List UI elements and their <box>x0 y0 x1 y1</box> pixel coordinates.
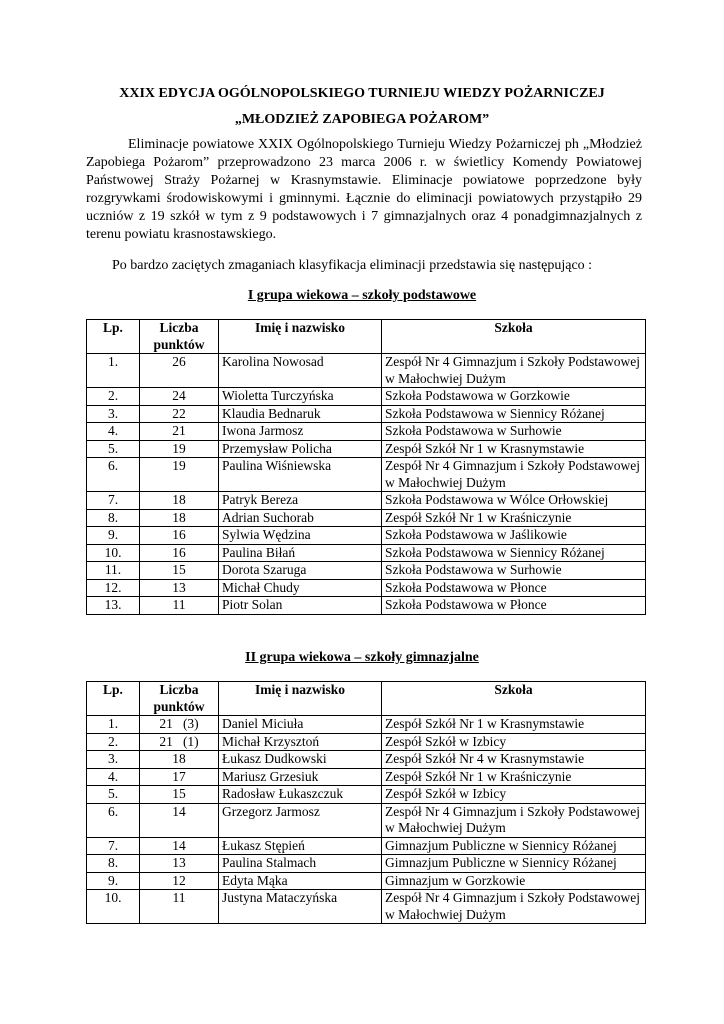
cell-school: Gimnazjum w Gorzkowie <box>382 872 646 890</box>
column-header: Liczba punktów <box>140 320 219 354</box>
table-row <box>87 492 646 510</box>
table-row <box>87 751 646 769</box>
cell-points: 16 <box>140 544 219 562</box>
cell-name: Łukasz Dudkowski <box>219 751 382 769</box>
cell-school: Szkoła Podstawowa w Surhowie <box>382 562 646 580</box>
cell-points: 19 <box>140 440 219 458</box>
table-row <box>87 579 646 597</box>
cell-rank: 13. <box>87 597 140 615</box>
cell-points: 18 <box>140 751 219 769</box>
cell-name: Adrian Suchorab <box>219 509 382 527</box>
table-row <box>87 544 646 562</box>
cell-points: 18 <box>140 492 219 510</box>
cell-rank: 8. <box>87 855 140 873</box>
cell-rank: 12. <box>87 579 140 597</box>
cell-points: 21 (1) <box>140 733 219 751</box>
cell-rank: 4. <box>87 768 140 786</box>
cell-rank: 3. <box>87 405 140 423</box>
cell-school: Szkoła Podstawowa w Płonce <box>382 579 646 597</box>
table-row <box>87 440 646 458</box>
cell-name: Karolina Nowosad <box>219 354 382 388</box>
cell-name: Przemysław Policha <box>219 440 382 458</box>
column-header: Imię i nazwisko <box>219 320 382 354</box>
cell-school: Zespół Nr 4 Gimnazjum i Szkoły Podstawowej w Małochwiej Dużym <box>382 803 646 837</box>
cell-rank: 3. <box>87 751 140 769</box>
cell-name: Dorota Szaruga <box>219 562 382 580</box>
cell-rank: 6. <box>87 803 140 837</box>
group1-table <box>86 319 646 615</box>
cell-rank: 1. <box>87 716 140 734</box>
cell-school: Szkoła Podstawowa w Siennicy Różanej <box>382 405 646 423</box>
cell-rank: 5. <box>87 440 140 458</box>
group2-table <box>86 681 646 924</box>
table-row <box>87 768 646 786</box>
cell-rank: 4. <box>87 423 140 441</box>
cell-school: Szkoła Podstawowa w Wólce Orłowskiej <box>382 492 646 510</box>
cell-points: 14 <box>140 837 219 855</box>
column-header: Lp. <box>87 320 140 354</box>
cell-school: Szkoła Podstawowa w Płonce <box>382 597 646 615</box>
cell-rank: 6. <box>87 458 140 492</box>
cell-rank: 8. <box>87 509 140 527</box>
cell-name: Piotr Solan <box>219 597 382 615</box>
cell-school: Szkoła Podstawowa w Surhowie <box>382 423 646 441</box>
cell-school: Zespół Szkół w Izbicy <box>382 733 646 751</box>
cell-points: 16 <box>140 527 219 545</box>
document-subtitle: „MŁODZIEŻ ZAPOBIEGA POŻAROM” <box>234 112 490 127</box>
column-header: Lp. <box>87 682 140 716</box>
cell-name: Justyna Mataczyńska <box>219 890 382 924</box>
table-row <box>87 509 646 527</box>
document-title: XXIX EDYCJA OGÓLNOPOLSKIEGO TURNIEJU WIEDZY POŻARNICZEJ <box>119 86 605 101</box>
table-row <box>87 855 646 873</box>
intro-text: Eliminacje powiatowe XXIX Ogólnopolskiego Turnieju Wiedzy Pożarniczej ph „Młodzież Zapobiega Pożarom” przeprowadzono 23 marca 2006 r. w świetlicy Komendy Powiatowej Państwowej Straży Pożarnej w Krasnymstawie. Eliminacje powiatowe poprzedzone były rozgrywkami środowiskowymi i gminnymi. Łącznie do eliminacji powiatowych przystąpiło 29 uczniów z 19 szkół w tym z 9 podstawowych i 7 gimnazjalnych oraz 4 ponadgimnazjalnych z terenu powiatu krasnostawskiego. <box>86 137 642 242</box>
cell-name: Edyta Mąka <box>219 872 382 890</box>
cell-points: 17 <box>140 768 219 786</box>
cell-school: Gimnazjum Publiczne w Siennicy Różanej <box>382 855 646 873</box>
cell-school: Zespół Szkół Nr 1 w Kraśniczynie <box>382 509 646 527</box>
cell-school: Szkoła Podstawowa w Siennicy Różanej <box>382 544 646 562</box>
group1-heading: I grupa wiekowa – szkoły podstawowe <box>247 288 477 303</box>
cell-rank: 7. <box>87 837 140 855</box>
cell-points: 21 (3) <box>140 716 219 734</box>
cell-school: Zespół Nr 4 Gimnazjum i Szkoły Podstawowej w Małochwiej Dużym <box>382 458 646 492</box>
table-header-row <box>87 682 646 716</box>
table-row <box>87 527 646 545</box>
column-header: Szkoła <box>382 320 646 354</box>
cell-rank: 2. <box>87 388 140 406</box>
table-row <box>87 458 646 492</box>
cell-school: Szkoła Podstawowa w Gorzkowie <box>382 388 646 406</box>
table-row <box>87 872 646 890</box>
cell-name: Mariusz Grzesiuk <box>219 768 382 786</box>
cell-points: 24 <box>140 388 219 406</box>
cell-points: 15 <box>140 562 219 580</box>
cell-name: Radosław Łukaszczuk <box>219 786 382 804</box>
table-header-row <box>87 320 646 354</box>
lead-sentence: Po bardzo zaciętych zmaganiach klasyfikacja eliminacji przedstawia się następująco : <box>112 258 593 273</box>
cell-points: 13 <box>140 855 219 873</box>
table-row <box>87 354 646 388</box>
cell-rank: 9. <box>87 872 140 890</box>
column-header: Liczba punktów <box>140 682 219 716</box>
cell-school: Szkoła Podstawowa w Jaślikowie <box>382 527 646 545</box>
cell-points: 11 <box>140 597 219 615</box>
cell-school: Zespół Szkół Nr 1 w Krasnymstawie <box>382 440 646 458</box>
cell-school: Zespół Szkół Nr 1 w Krasnymstawie <box>382 716 646 734</box>
cell-name: Michał Chudy <box>219 579 382 597</box>
cell-rank: 7. <box>87 492 140 510</box>
cell-points: 12 <box>140 872 219 890</box>
cell-name: Paulina Biłań <box>219 544 382 562</box>
cell-points: 11 <box>140 890 219 924</box>
cell-school: Zespół Szkół w Izbicy <box>382 786 646 804</box>
table-row <box>87 716 646 734</box>
column-header: Imię i nazwisko <box>219 682 382 716</box>
table-row <box>87 388 646 406</box>
cell-name: Iwona Jarmosz <box>219 423 382 441</box>
cell-points: 19 <box>140 458 219 492</box>
table-row <box>87 837 646 855</box>
group2-heading: II grupa wiekowa – szkoły gimnazjalne <box>245 650 479 665</box>
table-row <box>87 562 646 580</box>
cell-points: 18 <box>140 509 219 527</box>
cell-name: Patryk Bereza <box>219 492 382 510</box>
cell-name: Łukasz Stępień <box>219 837 382 855</box>
cell-name: Klaudia Bednaruk <box>219 405 382 423</box>
column-header: Szkoła <box>382 682 646 716</box>
cell-name: Sylwia Wędzina <box>219 527 382 545</box>
cell-school: Zespół Szkół Nr 1 w Kraśniczynie <box>382 768 646 786</box>
cell-points: 14 <box>140 803 219 837</box>
cell-rank: 2. <box>87 733 140 751</box>
cell-school: Zespół Nr 4 Gimnazjum i Szkoły Podstawowej w Małochwiej Dużym <box>382 890 646 924</box>
table-row <box>87 405 646 423</box>
cell-points: 15 <box>140 786 219 804</box>
cell-name: Daniel Miciuła <box>219 716 382 734</box>
table-row <box>87 890 646 924</box>
cell-name: Paulina Wiśniewska <box>219 458 382 492</box>
cell-points: 21 <box>140 423 219 441</box>
cell-name: Grzegorz Jarmosz <box>219 803 382 837</box>
cell-points: 26 <box>140 354 219 388</box>
cell-name: Wioletta Turczyńska <box>219 388 382 406</box>
cell-name: Paulina Stalmach <box>219 855 382 873</box>
cell-school: Zespół Nr 4 Gimnazjum i Szkoły Podstawowej w Małochwiej Dużym <box>382 354 646 388</box>
cell-rank: 9. <box>87 527 140 545</box>
cell-school: Zespół Szkół Nr 4 w Krasnymstawie <box>382 751 646 769</box>
cell-school: Gimnazjum Publiczne w Siennicy Różanej <box>382 837 646 855</box>
cell-name: Michał Krzysztoń <box>219 733 382 751</box>
table-row <box>87 423 646 441</box>
cell-rank: 10. <box>87 544 140 562</box>
intro-paragraph <box>86 136 642 244</box>
cell-rank: 11. <box>87 562 140 580</box>
table-row <box>87 786 646 804</box>
cell-rank: 1. <box>87 354 140 388</box>
cell-rank: 10. <box>87 890 140 924</box>
cell-points: 13 <box>140 579 219 597</box>
cell-points: 22 <box>140 405 219 423</box>
table-row <box>87 733 646 751</box>
table-row <box>87 597 646 615</box>
cell-rank: 5. <box>87 786 140 804</box>
table-row <box>87 803 646 837</box>
